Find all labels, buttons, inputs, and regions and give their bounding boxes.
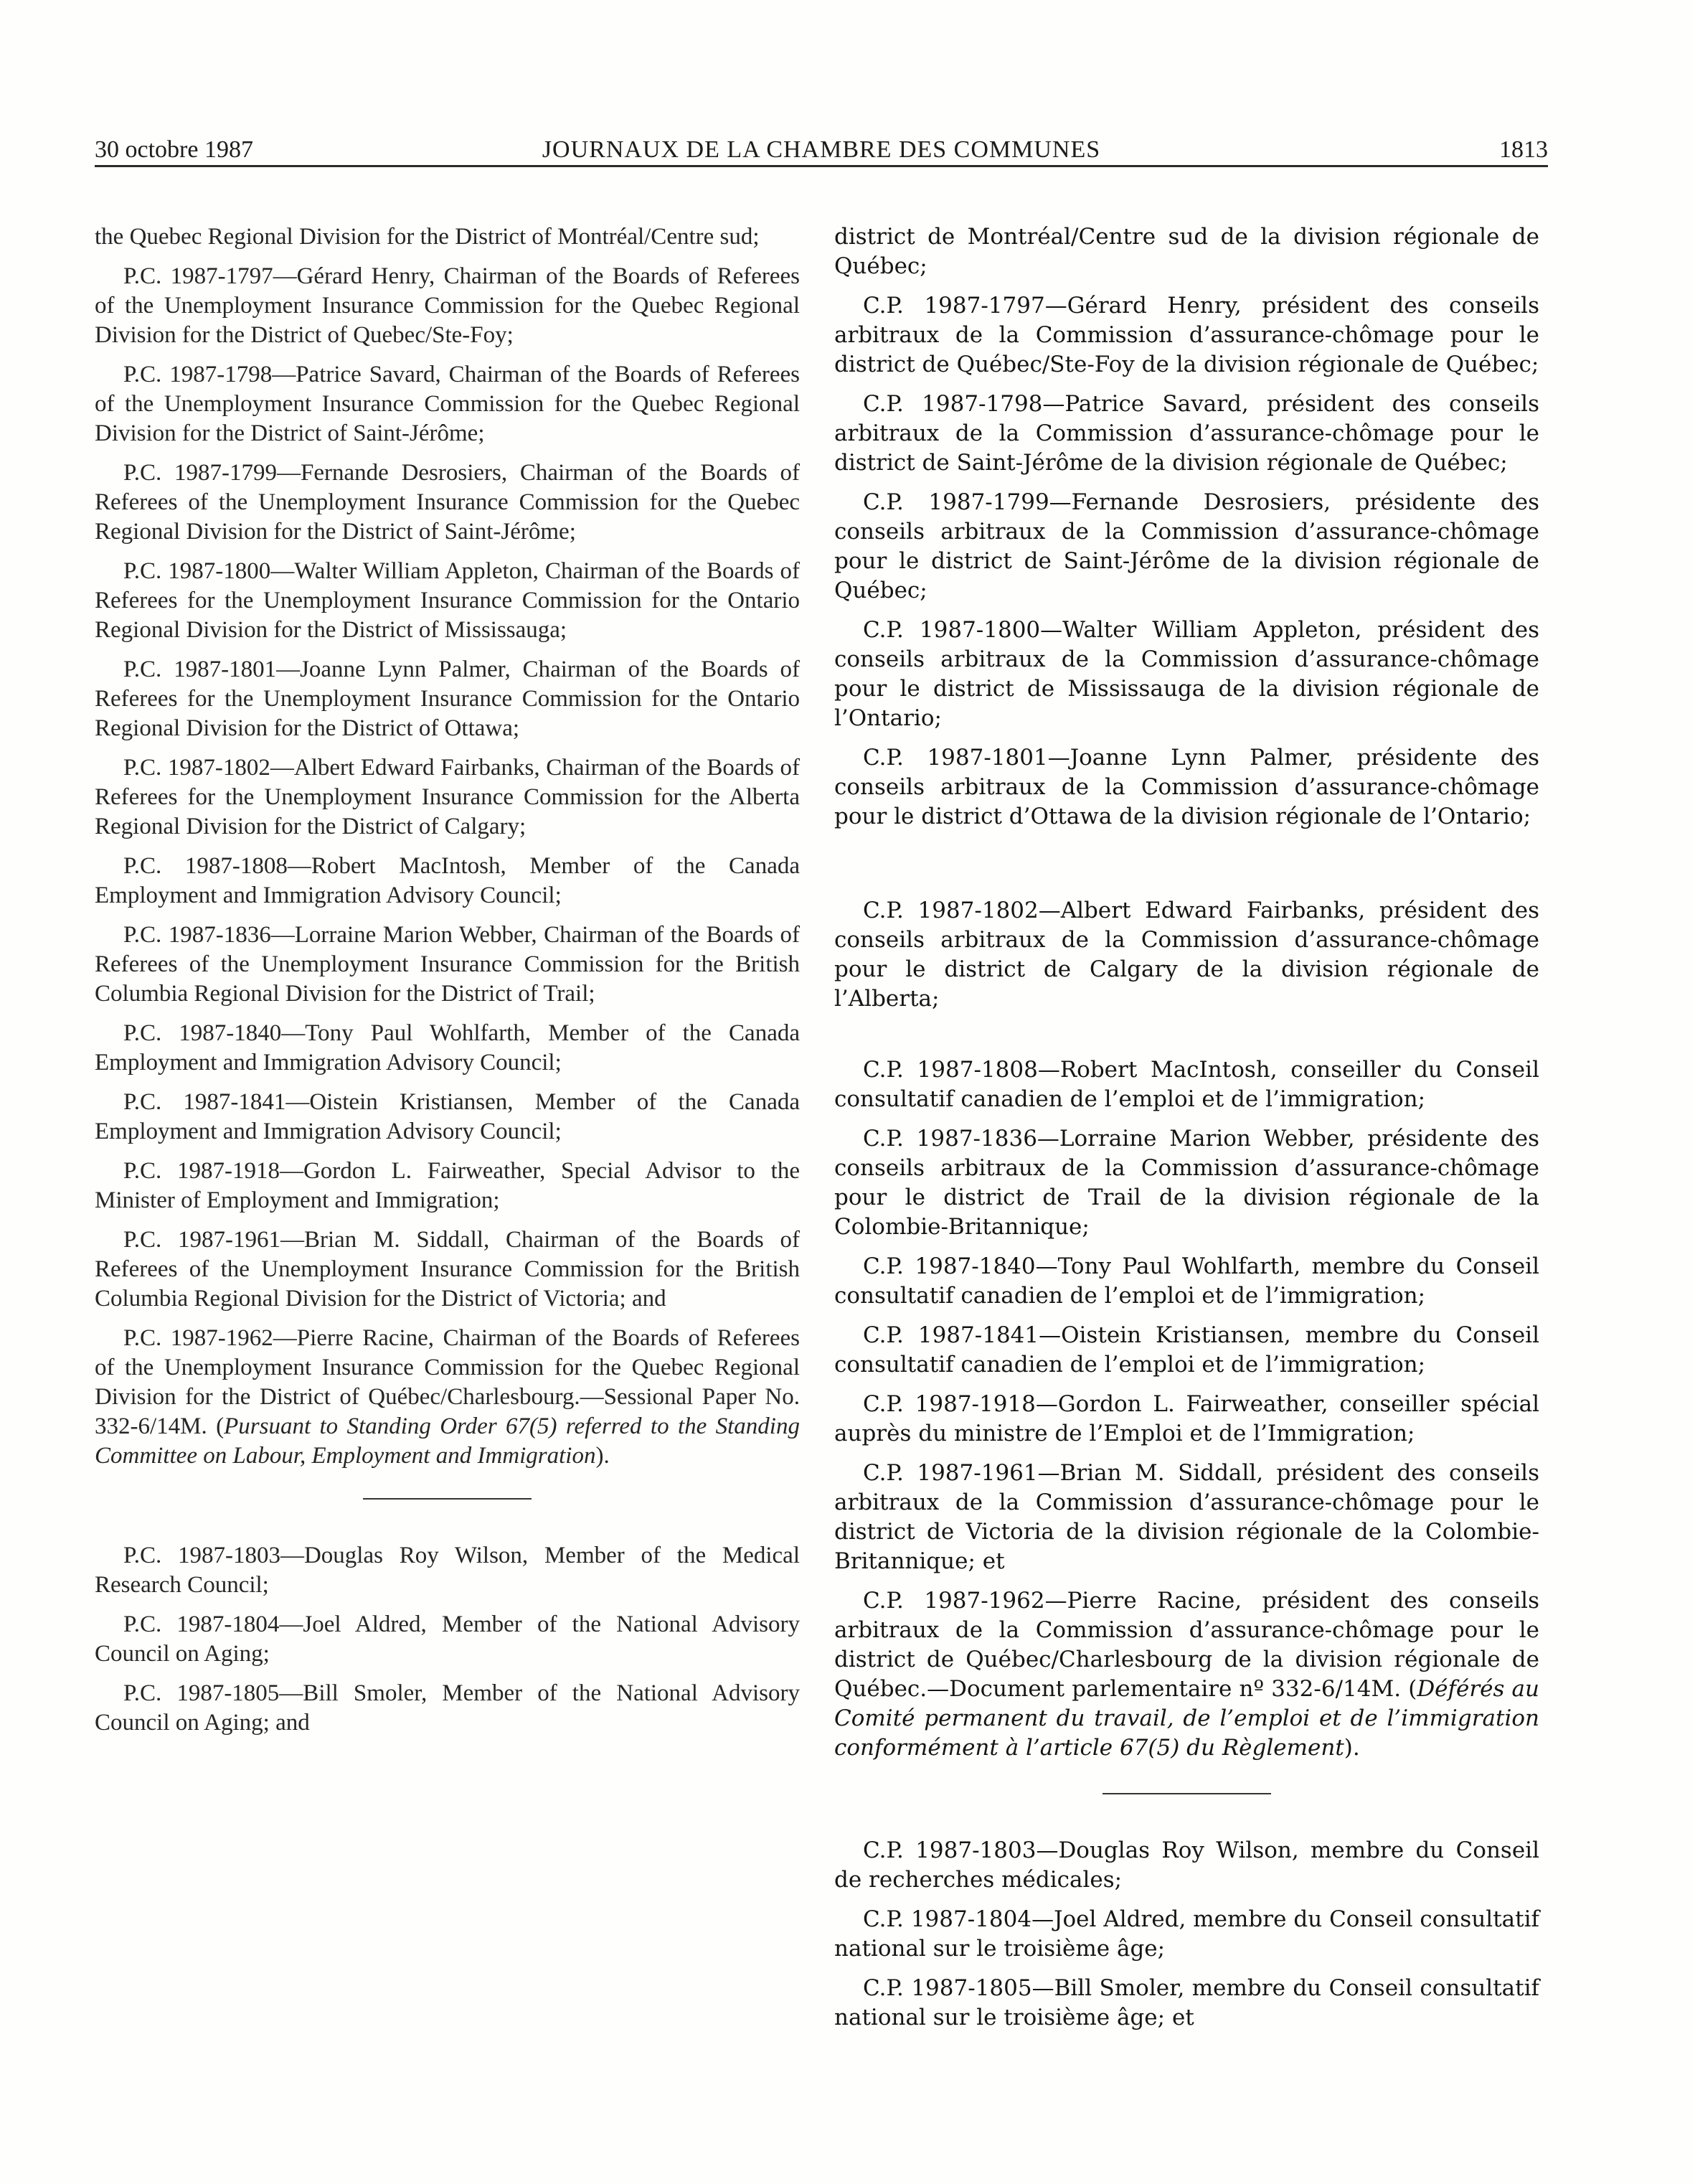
en-paragraph: P.C. 1987-1800—Walter William Appleton, Chairman of the Boards of Referees for the Unemployment Insurance Commission for the Ontario Regional Division for the District of Mississauga; <box>95 558 800 643</box>
en-paragraph: P.C. 1987-1961—Brian M. Siddall, Chairman of the Boards of Referees of the Unemployment Insurance Commission for the British Columbia Regional Division for the District of Victoria; and <box>95 1227 800 1312</box>
en-paragraph: P.C. 1987-1804—Joel Aldred, Member of the National Advisory Council on Aging; <box>95 1611 800 1667</box>
en-paragraph: P.C. 1987-1799—Fernande Desrosiers, Chairman of the Boards of Referees of the Unemployment Insurance Commission for the Quebec Regional Division for the District of Saint-Jérôme; <box>95 460 800 545</box>
fr-paragraph: C.P. 1987-1961—Brian M. Siddall, président des conseils arbitraux de la Commission d’assurance-chômage pour le district de Victoria de la division régionale de la Colombie-Britannique; et <box>834 1460 1539 1574</box>
en-paragraph: P.C. 1987-1808—Robert MacIntosh, Member of the Canada Employment and Immigration Advisory Council; <box>95 853 800 908</box>
en-paragraph: P.C. 1987-1798—Patrice Savard, Chairman of the Boards of Referees of the Unemployment Insurance Commission for the Quebec Regional Division for the District of Saint-Jérôme; <box>95 362 800 446</box>
fr-paragraph: C.P. 1987-1840—Tony Paul Wohlfarth, membre du Conseil consultatif canadien de l’emploi et de l’immigration; <box>834 1253 1539 1309</box>
spacer <box>834 1024 1539 1055</box>
header-title: JOURNAUX DE LA CHAMBRE DES COMMUNES <box>542 136 1101 163</box>
fr-paragraph: C.P. 1987-1836—Lorraine Marion Webber, présidente des conseils arbitraux de la Commission d’assurance-chômage pour le district de Trail de la division régionale de la Colombie-Britannique; <box>834 1126 1539 1240</box>
fr-paragraph: C.P. 1987-1804—Joel Aldred, membre du Conseil consultatif national sur le troisième âge; <box>834 1906 1539 1962</box>
page-header <box>95 125 1548 167</box>
fr-paragraph: C.P. 1987-1918—Gordon L. Fairweather, conseiller spécial auprès du ministre de l’Emploi et de l’Immigration; <box>834 1391 1539 1446</box>
fr-paragraph: C.P. 1987-1841—Oistein Kristiansen, membre du Conseil consultatif canadien de l’emploi et de l’immigration; <box>834 1322 1539 1378</box>
fr-paragraph: district de Montréal/Centre sud de la division régionale de Québec; <box>834 224 1539 279</box>
en-referral-note: Pursuant to Standing Order 67(5) referred to the Standing Committee on Labour, Employment and Immigration <box>95 1413 800 1469</box>
header-date: 30 octobre 1987 <box>95 136 253 163</box>
en-paragraph: P.C. 1987-1801—Joanne Lynn Palmer, Chairman of the Boards of Referees for the Unemployment Insurance Commission for the Ontario Regional Division for the District of Ottawa; <box>95 656 800 741</box>
fr-paragraph: C.P. 1987-1802—Albert Edward Fairbanks, président des conseils arbitraux de la Commission d’assurance-chômage pour le district de Calgary de la division régionale de l’Alberta; <box>834 898 1539 1012</box>
english-column <box>95 222 800 1748</box>
fr-referral-note: Déférés au Comité permanent du travail, de l’emploi et de l’immigration conformément à l’article 67(5) du Règlement <box>834 1676 1539 1761</box>
fr-paragraph: C.P. 1987-1803—Douglas Roy Wilson, membre du Conseil de recherches médicales; <box>834 1837 1539 1893</box>
section-divider <box>363 1498 532 1500</box>
en-paragraph: P.C. 1987-1797—Gérard Henry, Chairman of the Boards of Referees of the Unemployment Insurance Commission for the Quebec Regional Division for the District of Quebec/Ste-Foy; <box>95 263 800 348</box>
french-column <box>834 222 1539 2043</box>
en-paragraph: P.C. 1987-1841—Oistein Kristiansen, Member of the Canada Employment and Immigration Advisory Council; <box>95 1089 800 1144</box>
page-number: 1813 <box>1499 136 1548 163</box>
en-last-end: ). <box>595 1443 610 1469</box>
en-paragraph: P.C. 1987-1840—Tony Paul Wohlfarth, Member of the Canada Employment and Immigration Advisory Council; <box>95 1020 800 1075</box>
fr-last-text: C.P. 1987-1962—Pierre Racine, président des conseils arbitraux de la Commission d’assurance-chômage pour le district de Québec/Charlesbourg de la division régionale de Québec.—Document parlementaire nº 332-6/14M. ( <box>834 1588 1539 1702</box>
en-paragraph: P.C. 1987-1802—Albert Edward Fairbanks, Chairman of the Boards of Referees for the Unemployment Insurance Commission for the Alberta Regional Division for the District of Calgary; <box>95 755 800 839</box>
fr-paragraph: C.P. 1987-1797—Gérard Henry, président des conseils arbitraux de la Commission d’assurance-chômage pour le district de Québec/Ste-Foy de la division régionale de Québec; <box>834 293 1539 377</box>
fr-paragraph: C.P. 1987-1798—Patrice Savard, président des conseils arbitraux de la Commission d’assurance-chômage pour le district de Saint-Jérôme de la division régionale de Québec; <box>834 391 1539 476</box>
en-paragraph: the Quebec Regional Division for the District of Montréal/Centre sud; <box>95 224 760 250</box>
fr-sessional-paper-paragraph <box>834 1586 1539 1763</box>
en-paragraph: P.C. 1987-1803—Douglas Roy Wilson, Member of the Medical Research Council; <box>95 1543 800 1598</box>
en-paragraph: P.C. 1987-1918—Gordon L. Fairweather, Special Advisor to the Minister of Employment and Immigration; <box>95 1158 800 1213</box>
en-paragraph: P.C. 1987-1805—Bill Smoler, Member of the National Advisory Council on Aging; and <box>95 1680 800 1736</box>
fr-paragraph: C.P. 1987-1805—Bill Smoler, membre du Conseil consultatif national sur le troisième âge; et <box>834 1975 1539 2030</box>
en-paragraph: P.C. 1987-1836—Lorraine Marion Webber, Chairman of the Boards of Referees of the Unemployment Insurance Commission for the British Columbia Regional Division for the District of Trail; <box>95 922 800 1007</box>
en-sessional-paper-paragraph <box>95 1324 800 1471</box>
spacer <box>834 842 1539 896</box>
fr-paragraph: C.P. 1987-1800—Walter William Appleton, président des conseils arbitraux de la Commission d’assurance-chômage pour le district de Mississauga de la division régionale de l’Ontario; <box>834 617 1539 731</box>
fr-last-end: ). <box>1344 1735 1360 1761</box>
fr-paragraph: C.P. 1987-1799—Fernande Desrosiers, présidente des conseils arbitraux de la Commission d’assurance-chômage pour le district de Saint-Jérôme de la division régionale de Québec; <box>834 489 1539 603</box>
section-divider <box>1103 1793 1271 1794</box>
fr-paragraph: C.P. 1987-1801—Joanne Lynn Palmer, présidente des conseils arbitraux de la Commission d’assurance-chômage pour le district d’Ottawa de la division régionale de l’Ontario; <box>834 745 1539 829</box>
en-last-text: P.C. 1987-1962—Pierre Racine, Chairman of the Boards of Referees of the Unemployment Insurance Commission for the Quebec Regional Division for the District of Québec/Charlesbourg.—Sessional Paper No. 332-6/14M. ( <box>95 1325 800 1439</box>
fr-paragraph: C.P. 1987-1808—Robert MacIntosh, conseiller du Conseil consultatif canadien de l’emploi et de l’immigration; <box>834 1057 1539 1112</box>
